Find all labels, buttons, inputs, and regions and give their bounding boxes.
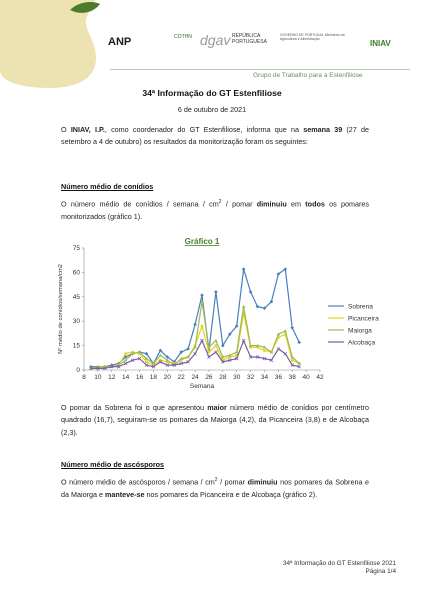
x-axis-label: Semana xyxy=(189,383,215,390)
data-point xyxy=(145,361,148,364)
data-point xyxy=(291,359,294,362)
government-logo: GOVERNO DE PORTUGAL Ministério da Agricultura e Alimentação xyxy=(280,33,345,42)
legend-label: Picanceira xyxy=(348,315,379,323)
y-tick-label: 75 xyxy=(72,245,80,252)
chart-svg xyxy=(44,236,384,396)
summary-paragraph xyxy=(61,402,369,439)
y-tick-label: 30 xyxy=(72,318,80,326)
y-tick-label: 45 xyxy=(72,293,80,301)
week-label: semana 39 xyxy=(303,125,343,134)
anp-logo: ANP xyxy=(108,36,132,48)
text-run: (27 de setembro a 4 de outubro) os resultados da monitorização foram os seguintes: xyxy=(61,125,370,147)
data-point xyxy=(208,351,211,354)
text-run: os pomares monitorizados (gráfico 1). xyxy=(61,199,369,221)
text-run: número médio de conídios por centímetro quadrado (16,7), seguiram-se os pomares da Maiorga (4,2), da Picanceira (3,8) e de Alcobaça (2,3). xyxy=(61,403,369,437)
text-run: , como coordenador do GT Estenfiliose, informa que na xyxy=(104,125,304,134)
dgav-logo: dgav xyxy=(200,32,231,48)
text-run: / pomar xyxy=(217,477,248,487)
data-point xyxy=(124,352,127,355)
data-point xyxy=(200,293,204,297)
data-point xyxy=(214,339,217,342)
x-tick-label: 24 xyxy=(191,374,199,381)
data-point xyxy=(215,344,218,347)
section-heading-conidios: Número médio de conídios xyxy=(61,182,154,191)
org-name: INIAV, I.P. xyxy=(70,125,105,134)
x-tick-label: 40 xyxy=(302,374,310,381)
data-point xyxy=(214,351,217,354)
series-line-picanceira xyxy=(91,313,299,368)
legend-label: Maiorga xyxy=(348,327,372,335)
text-run: / pomar xyxy=(221,199,257,209)
text-run: O pomar da Sobrena foi o que apresentou xyxy=(61,403,208,412)
x-tick-label: 22 xyxy=(177,374,185,381)
y-axis-label: Nº médio de conídios/semana/cm2 xyxy=(58,264,64,354)
x-tick-label: 36 xyxy=(274,374,282,381)
x-tick-label: 18 xyxy=(149,374,158,381)
header-divider xyxy=(110,69,410,70)
x-tick-label: 14 xyxy=(122,374,130,381)
y-tick-label: 0 xyxy=(76,367,80,374)
x-tick-label: 30 xyxy=(233,374,241,381)
text-run: nos pomares da Picanceira e de Alcobaça (gráfico 2). xyxy=(144,489,318,499)
emphasis: maior xyxy=(207,403,227,412)
x-tick-label: 34 xyxy=(260,374,269,381)
emphasis: diminuiu xyxy=(256,199,287,209)
x-tick-label: 8 xyxy=(82,374,86,381)
cothn-logo: COTHN xyxy=(174,34,192,40)
text-run: O xyxy=(61,125,71,134)
legend-label: Alcobaça xyxy=(348,339,376,347)
x-tick-label: 12 xyxy=(108,374,116,381)
x-tick-label: 28 xyxy=(219,374,227,381)
emphasis: todos xyxy=(305,199,325,209)
emphasis: manteve-se xyxy=(104,489,145,499)
x-tick-label: 16 xyxy=(135,374,144,381)
chart-title: Gráfico 1 xyxy=(184,237,220,246)
x-tick-label: 42 xyxy=(316,374,324,381)
ascosporos-paragraph xyxy=(61,474,369,501)
data-point xyxy=(242,305,245,308)
x-tick-label: 20 xyxy=(163,374,171,381)
series-line-sobrena xyxy=(91,269,299,367)
text-run: O número médio de conídios / semana / cm xyxy=(61,199,219,209)
superscript: 2 xyxy=(218,199,222,205)
republica-portuguesa-logo: REPÚBLICA PORTUGUESA xyxy=(232,33,267,45)
group-title: Grupo de Trabalho para a Estenfiliose xyxy=(253,72,363,79)
y-tick-label: 60 xyxy=(72,269,80,277)
intro-paragraph xyxy=(61,124,369,149)
conidios-paragraph xyxy=(61,196,369,223)
x-tick-label: 38 xyxy=(288,374,296,381)
data-point xyxy=(193,323,197,327)
iniav-logo: INIAV xyxy=(370,39,391,48)
emphasis: diminuiu xyxy=(247,477,278,487)
page-number: Página 1/4 xyxy=(365,568,396,575)
legend-label: Sobrena xyxy=(348,303,373,311)
page-footer xyxy=(283,560,396,576)
x-tick-label: 10 xyxy=(94,374,102,381)
footer-title: 34ª Informação do GT Estenfiliose 2021 xyxy=(282,560,396,567)
data-point xyxy=(214,290,218,294)
partner-logos xyxy=(108,30,418,60)
superscript: 2 xyxy=(214,477,218,483)
data-point xyxy=(263,349,266,352)
data-point xyxy=(201,325,204,328)
text-run: O número médio de ascósporos / semana / cm xyxy=(61,477,215,487)
data-point xyxy=(297,341,301,345)
data-point xyxy=(290,326,294,330)
x-tick-label: 26 xyxy=(205,374,213,381)
text-run: em xyxy=(286,199,306,209)
document-date: 6 de outubro de 2021 xyxy=(177,105,247,114)
y-tick-label: 15 xyxy=(72,342,80,350)
chart-1 xyxy=(44,236,384,396)
document-title: 34ª Informação do GT Estenfiliose xyxy=(142,88,282,98)
data-point xyxy=(242,267,246,271)
text-run: nos pomares da Sobrena e da Maiorga e xyxy=(61,477,369,499)
data-point xyxy=(284,329,287,332)
section-heading-ascosporos: Número médio de ascósporos xyxy=(61,460,165,469)
x-tick-label: 32 xyxy=(246,374,255,381)
